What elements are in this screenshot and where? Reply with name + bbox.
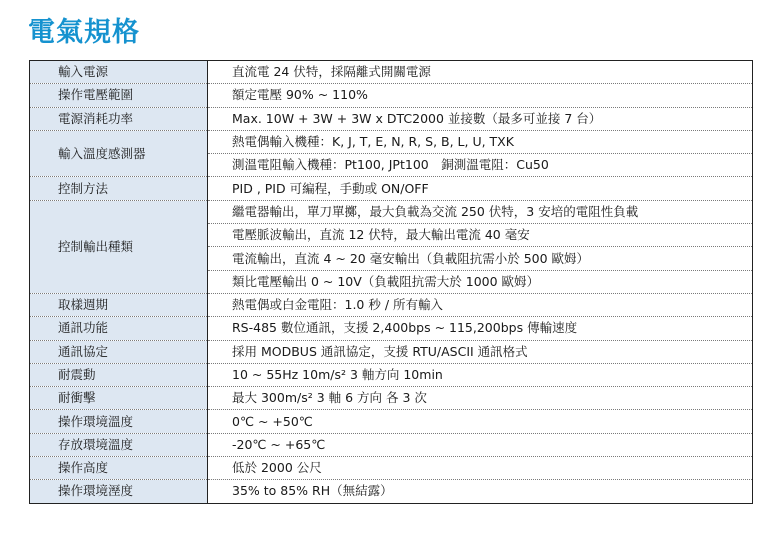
spec-value: 測溫電阻輸入機種：Pt100, JPt100 銅測溫電阻：Cu50	[208, 154, 753, 177]
spec-value: 繼電器輸出，單刀單擲，最大負載為交流 250 伏特，3 安培的電阻性負載	[208, 200, 753, 223]
spec-row	[30, 84, 753, 107]
spec-row	[30, 293, 753, 316]
spec-label: 耐震動	[30, 363, 208, 386]
spec-value: 電流輸出，直流 4 ~ 20 毫安輸出（負載阻抗需小於 500 歐姆）	[208, 247, 753, 270]
spec-table-body	[30, 61, 753, 504]
spec-value: 採用 MODBUS 通訊協定，支援 RTU/ASCII 通訊格式	[208, 340, 753, 363]
spec-value: 直流電 24 伏特，採隔離式開關電源	[208, 61, 753, 84]
electrical-spec-table	[29, 60, 753, 504]
spec-label: 通訊功能	[30, 317, 208, 340]
spec-label: 輸入溫度感測器	[30, 130, 208, 177]
spec-label: 通訊協定	[30, 340, 208, 363]
spec-value: 最大 300m/s² 3 軸 6 方向 各 3 次	[208, 387, 753, 410]
spec-row	[30, 200, 753, 223]
spec-value: RS-485 數位通訊，支援 2,400bps ~ 115,200bps 傳輸速度	[208, 317, 753, 340]
spec-label: 操作環境溼度	[30, 480, 208, 503]
spec-label: 操作電壓範圍	[30, 84, 208, 107]
spec-row	[30, 130, 753, 153]
spec-value: PID , PID 可編程，手動或 ON/OFF	[208, 177, 753, 200]
spec-label: 操作高度	[30, 457, 208, 480]
spec-value: 額定電壓 90% ~ 110%	[208, 84, 753, 107]
spec-row	[30, 61, 753, 84]
spec-value: 35% to 85% RH（無結露）	[208, 480, 753, 503]
spec-row	[30, 363, 753, 386]
spec-value: 低於 2000 公尺	[208, 457, 753, 480]
spec-label: 控制方法	[30, 177, 208, 200]
spec-row	[30, 410, 753, 433]
spec-row	[30, 340, 753, 363]
spec-row	[30, 317, 753, 340]
spec-value: Max. 10W + 3W + 3W x DTC2000 並接數（最多可並接 7 台）	[208, 107, 753, 130]
spec-value: 0℃ ~ +50℃	[208, 410, 753, 433]
spec-value: 類比電壓輸出 0 ~ 10V（負載阻抗需大於 1000 歐姆）	[208, 270, 753, 293]
spec-label: 取樣週期	[30, 293, 208, 316]
spec-value: 熱電偶或白金電阻：1.0 秒 / 所有輸入	[208, 293, 753, 316]
spec-value: 電壓脈波輸出，直流 12 伏特，最大輸出電流 40 毫安	[208, 224, 753, 247]
spec-label: 存放環境溫度	[30, 433, 208, 456]
spec-label: 輸入電源	[30, 61, 208, 84]
spec-row	[30, 457, 753, 480]
spec-value: -20℃ ~ +65℃	[208, 433, 753, 456]
spec-row	[30, 107, 753, 130]
page-title: 電氣規格	[28, 17, 140, 48]
spec-row	[30, 433, 753, 456]
spec-value: 10 ~ 55Hz 10m/s² 3 軸方向 10min	[208, 363, 753, 386]
spec-label: 控制輸出種類	[30, 200, 208, 293]
spec-label: 操作環境溫度	[30, 410, 208, 433]
spec-value: 熱電偶輸入機種：K, J, T, E, N, R, S, B, L, U, TXK	[208, 130, 753, 153]
spec-row	[30, 387, 753, 410]
spec-label: 電源消耗功率	[30, 107, 208, 130]
spec-row	[30, 177, 753, 200]
spec-row	[30, 480, 753, 503]
spec-label: 耐衝擊	[30, 387, 208, 410]
